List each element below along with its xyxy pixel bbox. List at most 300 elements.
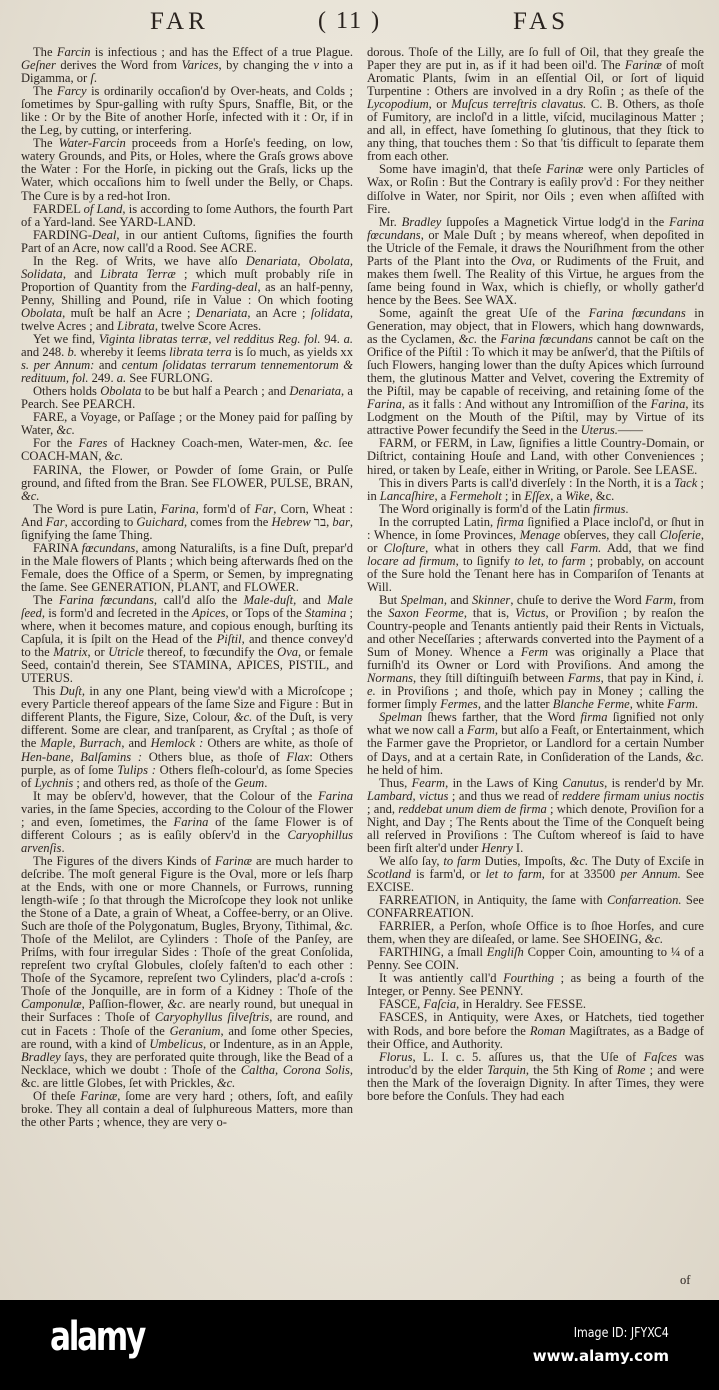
text-run: , comes from the [184,514,272,529]
italic-run: Faſces [643,1049,678,1064]
text-run: , and the latter [477,697,553,712]
italic-run: centum ſolidatas terrarum tennementorum & redituum, fol. [21,358,354,386]
text-run: , form'd of [195,501,255,516]
italic-run: Farina [318,788,353,803]
text-run: , and thence convey'd to the [21,632,353,660]
italic-run: Farms [567,671,601,686]
italic-run: Farm. [570,540,602,555]
text-run: ; and, [367,801,399,816]
italic-run: Farinæ [546,162,584,177]
text-run: Add, that we find [601,540,704,555]
text-run: FARM, or FERM, in Law, ſignifies a little Country-Domain, or Diſtrict, containing Houſe and Land, with other Conveniences ; hired, or taken by Leaſe, either in Writing, or Parole. See LEASE. [367,436,704,477]
italic-run: Farm [645,592,674,607]
text-run: , a Pearch. See PEARCH. [21,384,353,412]
text-run: , or Indenture, as in an Apple, [203,1036,353,1051]
italic-run: Geranium [169,1023,221,1038]
italic-run: Ferm [520,645,549,660]
italic-run: Denariata [195,305,248,320]
site-url: www.alamy.com [532,1347,669,1365]
paragraph [367,711,704,776]
italic-run: Bradley [21,1049,61,1064]
text-run: the [477,332,501,347]
text-run: of the ſame Flower is of different Colours ; as is eaſily obſerv'd in the [21,814,353,842]
italic-run: Cloſerie [659,527,701,542]
text-run: is farm'd, or [410,866,486,881]
italic-run: b. [67,345,77,360]
text-run: Thoſe of the Melilot, are Cylinders : Thoſe of the Panſey, are Priſms, with four irregular Sides : Thoſe of the great Conſolida, repreſent two cryſtal Globules, cloſely faſten'd to each other : Thoſe of the Sycamore, repreſent two Cylinders, plac'd a-croſs : Thoſe of the Jonquille, are in form of a Kidney : Thoſe of the [21,932,353,999]
paragraph [21,437,353,463]
italic-run: Ova [511,253,533,268]
italic-run: Eſſex [524,488,551,503]
italic-run: Fearm [411,775,446,790]
italic-run: Engliſh [486,945,524,960]
text-run: ſays, they are perforated quite through, like the Bead of a Necklace, which we doubt : Thoſe of the [21,1049,353,1077]
text-run: , the 5th King of [525,1062,617,1077]
page-number: ( 11 ) [318,8,382,34]
text-run: ſuppoſes a Magnetick Virtue lodg'd in the [441,214,670,229]
italic-run: Fares [78,436,108,451]
italic-run: Farina fœcundans [588,305,686,320]
italic-run: Farina fœcundans [500,332,593,347]
text-run: , and [121,736,151,751]
italic-run: ſolidata [310,305,350,320]
text-run: The [33,136,59,151]
italic-run: Librata Terræ [100,266,176,281]
text-run: This in divers Parts is call'd diverſely : In the North, it is a [379,475,675,490]
italic-run: Menage [519,527,561,542]
italic-run: Stamina [305,606,347,621]
italic-run: Farina [650,397,686,412]
paragraph [21,594,353,685]
italic-run: Farina fœcundans [367,214,704,242]
text-run: and 248. [21,345,68,360]
paragraph [367,307,704,437]
text-run: Others holds [33,384,101,399]
text-run: obſerves, they call [560,527,660,542]
italic-run: Saxon Feorme [388,606,464,621]
text-run: Some have imagin'd, that theſe [379,162,547,177]
paragraph [367,437,704,476]
text-run: ; where, when it becomes mature, and copious enough, burſting its Capſula, it is ſpilt on the Head of the [21,606,354,647]
text-run: Copper Coin, amounting to ¼ of a Penny. See COIN. [367,945,704,973]
text-run: The [33,45,57,59]
paragraph [21,203,353,229]
italic-run: to let, to farm [514,553,586,568]
text-run: ſee COACH-MAN, [21,436,353,464]
italic-run: Lambard, victus [367,788,449,803]
text-run: ; and thus we read of [448,788,563,803]
text-run: . [61,840,65,855]
italic-run: Muſcus terreſtris clavatus. [451,97,587,112]
italic-run: Tarquin [487,1062,526,1077]
text-run: , for at 33500 [541,866,621,881]
text-run: Magiſtrates, as a Badge of their Office, and Authority. [367,1023,704,1051]
italic-run: Flax [286,749,310,764]
text-run: The [33,84,58,99]
text-run: , and [62,266,101,281]
italic-run: Varices [181,58,219,73]
text-run: was originally a Place that furniſh'd its Owner or Lord with Proviſions. And among the [367,645,704,673]
text-run: FARREATION, in Antiquity, the ſame with [379,893,608,908]
italic-run: Fermes [440,697,478,712]
text-run: is infectious ; and has the Effect of a true Plague. [90,45,353,59]
paragraph [367,972,704,998]
text-run: For the [33,436,79,451]
italic-run: Spelman [379,710,423,725]
italic-run: Skinner [471,592,511,607]
italic-run: Caryophillus arvenſis [21,827,353,855]
italic-run: Farm [467,723,495,738]
text-run: , or [428,97,452,112]
italic-run: Duſt [59,684,82,699]
italic-run: Male-duſt [243,592,294,607]
paragraph [21,385,353,411]
text-run: ; and were then the Mark of the ſoveraign Dignity. In after Times, they were bore before the Conſuls. They had each [367,1062,704,1103]
italic-run: &c. [458,332,478,347]
text-run: , in the Laws of King [445,775,563,790]
italic-run: s. per Annum: [21,358,95,373]
text-run: derives the Word from [55,58,182,73]
text-run: , or [87,645,109,660]
italic-run: Farinæ [624,58,662,73]
text-run: , are round, and cut in Facets : Thoſe of the [21,1010,353,1038]
italic-run: &c. [644,932,664,947]
text-run: See EXCISE. [367,866,704,894]
paragraph [21,464,353,503]
italic-run: Librata [117,318,155,333]
italic-run: a. [343,332,353,347]
italic-run: locare ad firmum [367,553,456,568]
italic-run: Canutus [562,775,605,790]
paragraph [21,542,353,594]
paragraph [21,503,353,542]
text-run: This [33,684,60,699]
text-run: See FURLONG. [126,371,213,386]
italic-run: Far [254,501,274,516]
text-run: , &c. are little Globes, ſet with Prickles, [21,1062,353,1090]
italic-run: Fermeholt [449,488,502,503]
catchword: of [680,1273,691,1287]
text-run: , Corn, Wheat : And [21,501,354,529]
italic-run: Wike [565,488,590,503]
italic-run: Roman [529,1023,566,1038]
text-run: Others fleſh-colour'd, as ſome Species of [21,762,353,790]
italic-run: a. [116,371,127,386]
text-run: The Word is pure Latin, [33,501,161,516]
text-run: cannot be caſt on the Orifice of the Piſtil : To which it may be anſwer'd, that the Piſtils of ſuch Flowers, hanging lower than the duſty Apices which ſurround them, the glutinous Matter and Velvet, covering the Extremity of the Piſtil, may be capable of receiving, and retaining ſome of the [367,332,704,399]
italic-run: Lancaſhire [379,488,435,503]
italic-run: Farcin [56,45,91,59]
text-run: , is render'd by Mr. [604,775,704,790]
text-run: , or female Seed, contain'd therein, See STAMINA, APICES, PISTIL, and UTERUS. [21,645,353,686]
running-head-right: FAS [513,8,570,35]
text-run: was introduc'd by the elder [367,1049,704,1077]
text-run: The [33,592,59,607]
text-run: , call'd alſo the [153,592,244,607]
text-run: of moſt Aromatic Plants, ſwim in an eſſential Oil, or ſort of liquid Turpentine : Others are involved in a dry Roſin ; as theſe of the [367,58,704,99]
text-run: FARDEL [33,201,84,216]
text-run: ſhews farther, that the Word [422,710,581,725]
paragraph [367,477,704,503]
text-run: : Others purple, as of ſome [21,749,353,777]
text-run: and [94,358,122,373]
text-run: , to ſignify [455,553,515,568]
text-run: 94. [320,332,344,347]
text-run: Others blue, as thoſe of [142,749,287,764]
italic-run: firmus [593,501,626,516]
italic-run: &c. [569,853,589,868]
italic-run: firma [580,710,608,725]
text-run: proceeds from a Horſe's feeding, on low, watery Grounds, and Pits, or Holes, where the Graſs grows above the Water : For the Horſe, in picking out the Graſs, licks up the Water, which occaſions him to ſwell under the Belly, or Chaps. The Cure is by a red-hot Iron. [21,136,353,203]
text-run: , from the [367,592,704,621]
text-run: . [694,697,699,712]
text-run: ſignified not only what we now call a [367,710,704,738]
text-run: FARTHING, a ſmall [379,945,487,960]
italic-run: Farm [667,697,695,712]
text-run: are much harder to deſcribe. The moſt general Figure is the Oval, more or leſs ſharp at the Ends, with one or more Channels, or Furrows, running length-wiſe ; ſo that through the Microſcope they look not unlike the Stone of a Date, a grain of Wheat, a Coffee-berry, or an Olive. Such are thoſe of the Polygonatum, Bugles, Bryony, Tithimal, [21,853,353,934]
text-run: , as an half-penny, Penny, Shilling and Pound, riſe in Value : On which footing [21,279,353,307]
italic-run: v [313,58,319,73]
paragraph [21,685,353,789]
italic-run: bar [332,514,350,529]
text-run: 249. [88,371,117,386]
text-run: FARE, a Voyage, or Paſſage ; or the Money paid for paſſing by Water, [21,410,353,438]
text-run: Some, againſt the great Uſe of the [379,305,589,320]
text-run: FARINA [33,540,82,555]
paragraph [21,255,353,333]
text-run: , and ſome other Species, are round, with a kind of [21,1023,354,1051]
text-run: whereby it ſeems [76,345,170,360]
paragraph [367,594,704,711]
left-column [21,46,353,1129]
italic-run: Lychnis [34,775,74,790]
paragraph [367,46,704,163]
italic-run: Hen-bane, Balſamins : [21,749,143,764]
italic-run: Cloſture [383,540,426,555]
text-run: in Generation, may object, that in Flowers, which hang downwards, as the Cyclamen, [367,305,704,347]
text-run: , twelve Acres ; and [21,305,353,333]
text-run: , and [293,592,328,607]
text-run: , or Tops of the [225,606,306,621]
text-run: Thus, [379,775,412,790]
italic-run: Hebrew [271,514,311,529]
text-run: ; as being a fourth of the Integer, or Penny. See PENNY. [367,971,704,999]
italic-run: librata terra [169,345,232,360]
text-run: —— [617,423,643,438]
text-run: , its Lodgment on the Mouth of the Piſtil, may by Virtue of its attractive Power fecundify the Seed in the [367,397,704,438]
text-run: , or [367,527,704,555]
italic-run: Caltha, Corona Solis [240,1062,350,1077]
text-run: , a [434,488,450,503]
text-run: , among Naturaliſts, is a fine Duſt, prepar'd in the Male flowers of Plants ; which being afterwards ſhed on the Female, does the Office of a Sperm, or Semen, by impregnating the ſame. See GENERATION, PLANT, and FLOWER. [21,540,353,594]
text-run: varies, in the ſame Species, according to the Colour of the Flower ; and even, ſometimes, the [21,801,353,829]
paragraph [21,46,353,85]
text-run: FASCE, [379,997,424,1012]
text-run: FARINA, the Flower, or Powder of ſome Grain, or Pulſe ground, and ſifted from the Bran. See FLOWER, PULSE, BRAN, [21,462,353,490]
text-run: ; which muſt probably riſe in Proportion of Quantity from the [21,266,354,294]
paragraph [367,920,704,946]
text-run: , &c. [589,488,615,503]
italic-run: Caryophyllus ſilveſtris [154,1010,270,1025]
italic-run: ſ [90,71,94,86]
italic-run: Male ſeed [21,592,353,621]
italic-run: Henry [481,840,513,855]
text-run: בר, [310,514,333,529]
text-run: , is form'd and ſecreted in the [41,606,193,621]
text-run: In the corrupted Latin, [379,514,497,529]
italic-run: i. e. [367,671,704,699]
text-run: dorous. Thoſe of the Lilly, are ſo full of Oil, that they greaſe the Paper they are put in, as if it had been oil'd. The [367,45,704,73]
text-run: , a [550,488,566,503]
text-run: It may be obſerv'd, however, that the Colour of the [33,788,319,803]
text-run: ; which denote, Proviſion for a Night, and Day ; The Rents about the Time of the Conqueſt being all reſerved in Proviſions : The Cuſtom whereof is ſaid to have been firſt alter'd under [367,801,705,855]
italic-run: &c. [334,919,353,934]
italic-run: Geſner [21,58,56,73]
italic-run: Denariata, Obolata, Solidata [21,253,353,281]
alamy-logo: alamy [50,1314,144,1360]
text-run: It was antiently call'd [379,971,504,986]
text-run: The Figures of the divers Kinds of [33,853,216,868]
italic-run: Denariata [289,384,341,399]
right-column [367,46,704,1103]
text-run: , is according to ſome Authors, the fourth Part of a Yard-land. See YARD-LAND. [21,201,353,229]
text-run: is ſo much, as yields xx [231,345,353,360]
text-run: . [93,71,97,86]
italic-run: Victus [515,606,546,621]
text-run: into a Digamma, or [21,58,353,86]
paragraph [367,946,704,972]
italic-run: &c. [233,710,253,725]
paragraph [367,1011,704,1050]
text-run: to be but half a Pearch ; and [141,384,290,399]
text-run: , L. I. c. 5. aſſures us, that the Uſe of [412,1049,644,1064]
italic-run: &c. [104,449,124,464]
text-run: , or Proviſion ; by reaſon the Country-people and Tenants antiently paid their Rents in Victuals, and other Neceſſaries ; afterwards converted into the Payment of a Sum of Money. Whence a [367,606,704,660]
italic-run: Obolata [100,384,142,399]
text-run: The Word originally is form'd of the Latin [379,501,594,516]
italic-run: Far [45,514,65,529]
italic-run: &c. [167,997,186,1012]
text-run: in Proviſions ; and thoſe, which pay in Money ; calling the former ſimply [367,684,704,712]
text-run: Mr. [379,214,402,229]
text-run: ; in [501,488,525,503]
text-run: Others are white, as thoſe of [203,736,354,751]
italic-run: Tack [674,475,698,490]
text-run: he held of him. [367,762,443,777]
text-run: , according to [64,514,137,529]
paragraph [21,790,353,855]
text-run: thereof, to fœcundify the [143,645,278,660]
italic-run: &c. [56,423,75,438]
text-run: The Duty of Exciſe in [588,853,704,868]
italic-run: Spelman [400,592,444,607]
text-run: , what in others they call [425,540,571,555]
text-run: , in any one Plant, being view'd with a Microſcope ; every Particle thereof appears of the ſame Size and Figure : But in different Plants, the Figure, Size, Colour, [21,684,353,725]
paragraph [367,516,704,594]
italic-run: Tulips : [117,762,156,777]
text-run: , twelve Score Acres. [154,318,262,333]
italic-run: Farinæ [80,1088,118,1103]
italic-run: Blanche Ferme [552,697,630,712]
italic-run: Rome [616,1062,646,1077]
paragraph [21,333,353,385]
italic-run: &c. [685,749,704,764]
running-head-left: FAR [150,8,209,35]
italic-run: Apices [192,606,226,621]
paragraph [367,1051,704,1103]
paragraph [21,855,353,1090]
text-run: , but alſo a Feaſt, or Entertainment, which the Farmer gave the Proprietor, or Landlord for a certain Number of Days, and at a certain Rate, in Conſideration of the Lands, [367,723,704,764]
text-run: , that is, [463,606,516,621]
italic-run: to farm [443,853,481,868]
text-run: , white [629,697,668,712]
watermark-band [0,1300,719,1390]
text-run: FASCES, in Antiquity, were Axes, or Hatchets, tied together with Rods, and bore before the [367,1010,704,1038]
italic-run: Uterus. [580,423,618,438]
text-run: ſignified a Place incloſ'd, or ſhut in : Whence, in ſome Provinces, [367,514,704,542]
text-run: , as it falls : And without any Intromiſſion of the [401,397,651,412]
text-run: See CONFARREATION. [367,893,704,921]
italic-run: Faſcia [423,997,457,1012]
text-run: of the Duſt, is very different. Some are clear, and tranſparent, as Cryſtal ; as thoſe of the [21,710,353,751]
image-id: Image ID: JFYXC4 [573,1326,669,1341]
italic-run: Viginta libratas terræ, vel redditus Reg. fol. [98,332,321,347]
italic-run: Farina [173,814,209,829]
paragraph [367,777,704,855]
text-run: Of theſe [33,1088,81,1103]
italic-run: let to farm [485,866,542,881]
paragraph [21,229,353,255]
paragraph [367,216,704,307]
text-run: , in our antient Cuſtoms, ſignifies the fourth Part of an Acre, now call'd a Rood. See ACRE. [21,227,353,255]
text-run: ; in [367,475,704,503]
text-run: were only Particles of Wax, or Roſin : But the Contrary is eaſily prov'd : For they neither diſſolve in Water, nor Spirit, nor Oils ; even when aſſiſted with Fire. [367,162,704,216]
paragraph [367,894,704,920]
text-run: , Paſſion-flower, [81,997,168,1012]
text-run: , that pay in Kind, [600,671,698,686]
paragraph [367,855,704,894]
italic-run: Normans [367,671,414,686]
italic-run: Water-Farcin [58,136,126,151]
text-run: . [264,775,268,790]
italic-run: Florus [379,1049,413,1064]
italic-run: of Land [83,201,123,216]
text-run: , or Rudiments of the Fruit, and makes them ſwell. The Reality of this Virtue, he argues from the ſame being found in Wax, which is chiefly, or wholly gather'd hence by the Bees. See WAX. [367,253,704,307]
text-run: We alſo ſay, [379,853,444,868]
italic-run: Matrix [53,645,88,660]
italic-run: per Annum. [620,866,681,881]
italic-run: Farding-deal [191,279,258,294]
italic-run: Farina fœcundans [58,592,154,607]
text-run: , ſignifying the ſame Thing. [21,514,353,542]
italic-run: &c. [21,488,40,503]
italic-run: fœcundans [81,540,136,555]
italic-run: Utricle [108,645,144,660]
text-run: are nearly round, but unequal in their Surfaces : Thoſe of [21,997,353,1025]
italic-run: firma [496,514,524,529]
text-run: , and [443,592,472,607]
paragraph [21,411,353,437]
paragraph [21,137,353,202]
text-run: I. [512,840,524,855]
text-run: But [379,592,401,607]
italic-run: reddebat unum diem de firma [398,801,547,816]
italic-run: Lycopodium [367,97,429,112]
italic-run: Umbelicus [149,1036,204,1051]
text-run: FARDING- [33,227,93,242]
paragraph [367,163,704,215]
italic-run: reddere firmam unius noctis [562,788,704,803]
